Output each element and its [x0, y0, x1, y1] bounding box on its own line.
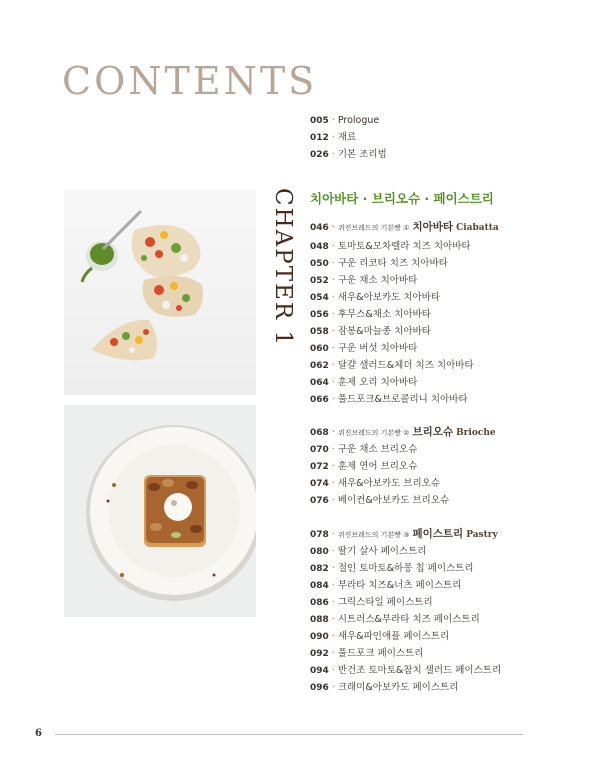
section-header-brioche[interactable] — [310, 426, 496, 439]
toc-label: 구운 리코타 치즈 치아바타 — [337, 258, 448, 269]
toc-label: 절인 토마토&하몽 칩 페이스트리 — [337, 563, 474, 574]
page-ref: 060 — [310, 344, 329, 354]
flatbread-illustration — [64, 190, 256, 395]
page-title: CONTENTS — [62, 59, 318, 103]
section-name: 브리오슈 — [412, 426, 454, 438]
toc-label: 딸기 살사 페이스트리 — [337, 546, 427, 557]
page-ref: 048 — [310, 242, 329, 252]
section-tag: 퀴진브레드의 기본빵 ③ — [337, 531, 410, 539]
dot-separator: · — [331, 258, 335, 269]
dot-separator: · — [331, 427, 335, 438]
toc-label: 부라타 치즈&너츠 페이스트리 — [337, 580, 462, 591]
section-tag: 퀴진브레드의 기본빵 ② — [337, 429, 410, 437]
toc-label: 반건조 토마토&참치 샐러드 페이스트리 — [337, 665, 502, 676]
dot-separator: · — [331, 326, 335, 337]
dot-separator: · — [331, 132, 335, 143]
toc-label: 시트러스&부라타 치즈 페이스트리 — [337, 614, 480, 625]
list-item[interactable] — [310, 495, 449, 507]
list-item[interactable] — [310, 614, 480, 626]
page-ref: 070 — [310, 445, 329, 455]
toc-item-prologue[interactable] — [310, 115, 379, 127]
page-ref: 096 — [310, 683, 329, 693]
dot-separator: · — [331, 292, 335, 303]
section-name: 치아바타 — [412, 221, 454, 233]
list-item[interactable] — [310, 597, 433, 609]
toc-label: 토마토&모차렐라 치즈 치아바타 — [337, 241, 471, 252]
page-ref: 092 — [310, 649, 329, 659]
page-ref: 066 — [310, 395, 329, 405]
page-ref: 084 — [310, 581, 329, 591]
dot-separator: · — [331, 580, 335, 591]
toc-label: 크래미&아보카도 페이스트리 — [337, 682, 459, 693]
list-item[interactable] — [310, 580, 461, 592]
dot-separator: · — [331, 478, 335, 489]
section-english-name: Pastry — [466, 530, 498, 540]
dot-separator: · — [331, 360, 335, 371]
dot-separator: · — [331, 631, 335, 642]
page-ref: 076 — [310, 496, 329, 506]
dot-separator: · — [331, 377, 335, 388]
list-item[interactable] — [310, 241, 471, 253]
brioche-photo — [64, 405, 256, 617]
dot-separator: · — [331, 309, 335, 320]
dot-separator: · — [331, 546, 335, 557]
list-item[interactable] — [310, 377, 417, 389]
brioche-illustration — [64, 405, 256, 617]
toc-label: 베이컨&아보카도 브리오슈 — [337, 495, 450, 506]
toc-label: 그릭스타일 페이스트리 — [337, 597, 433, 608]
page-number: 6 — [35, 728, 42, 739]
dot-separator: · — [331, 665, 335, 676]
list-item[interactable] — [310, 682, 458, 694]
page-ref: 094 — [310, 666, 329, 676]
toc-label: 기본 조리법 — [337, 149, 387, 160]
toc-item-basic-recipe[interactable] — [310, 149, 387, 161]
toc-label: 풀드포크 페이스트리 — [337, 648, 424, 659]
list-item[interactable] — [310, 275, 417, 287]
dot-separator: · — [331, 529, 335, 540]
list-item[interactable] — [310, 563, 474, 575]
dot-separator: · — [331, 597, 335, 608]
toc-label: 새우&아보카도 브리오슈 — [337, 478, 441, 489]
page-ref: 012 — [310, 133, 329, 143]
page-ref: 068 — [310, 428, 329, 438]
dot-separator: · — [331, 222, 335, 233]
page-ref: 064 — [310, 378, 329, 388]
dot-separator: · — [331, 241, 335, 252]
toc-label: 훈제 오리 치아바타 — [337, 377, 418, 388]
page-ref: 062 — [310, 361, 329, 371]
list-item[interactable] — [310, 258, 448, 270]
page-ref: 090 — [310, 632, 329, 642]
dot-separator: · — [331, 682, 335, 693]
toc-label: 달걀 샐러드&체더 치즈 치아바타 — [337, 360, 474, 371]
list-item[interactable] — [310, 292, 440, 304]
dot-separator: · — [331, 461, 335, 472]
list-item[interactable] — [310, 546, 426, 558]
toc-label: 잠봉&마늘종 치아바타 — [337, 326, 431, 337]
toc-label: 훈제 연어 브리오슈 — [337, 461, 418, 472]
dot-separator: · — [331, 563, 335, 574]
dot-separator: · — [331, 394, 335, 405]
toc-label: Prologue — [337, 115, 380, 126]
dot-separator: · — [331, 149, 335, 160]
toc-label: 후무스&채소 치아바타 — [337, 309, 431, 320]
dot-separator: · — [331, 275, 335, 286]
section-english-name: Ciabatta — [456, 223, 499, 233]
toc-label: 새우&아보카도 치아바타 — [337, 292, 441, 303]
dot-separator: · — [331, 115, 335, 126]
list-item[interactable] — [310, 648, 423, 660]
list-item[interactable] — [310, 478, 440, 490]
list-item[interactable] — [310, 360, 474, 372]
toc-item-ingredients[interactable] — [310, 132, 356, 144]
page-ref: 050 — [310, 259, 329, 269]
section-english-name: Brioche — [456, 428, 496, 438]
page-ref: 080 — [310, 547, 329, 557]
flatbread-photo — [64, 190, 256, 395]
list-item[interactable] — [310, 631, 449, 643]
list-item[interactable] — [310, 461, 417, 473]
page-ref: 005 — [310, 116, 329, 126]
page-ref: 086 — [310, 598, 329, 608]
list-item[interactable] — [310, 309, 431, 321]
toc-label: 새우&파인애플 페이스트리 — [337, 631, 450, 642]
page-ref: 054 — [310, 293, 329, 303]
page-ref: 082 — [310, 564, 329, 574]
page-ref: 046 — [310, 223, 329, 233]
section-tag: 퀴진브레드의 기본빵 ① — [337, 224, 410, 232]
toc-label: 재료 — [337, 132, 357, 143]
list-item[interactable] — [310, 444, 417, 456]
list-item[interactable] — [310, 394, 468, 406]
list-item[interactable] — [310, 326, 431, 338]
toc-label: 구운 채소 브리오슈 — [337, 444, 418, 455]
page-ref: 052 — [310, 276, 329, 286]
page-ref: 074 — [310, 479, 329, 489]
list-item[interactable] — [310, 343, 417, 355]
page-ref: 072 — [310, 462, 329, 472]
dot-separator: · — [331, 444, 335, 455]
list-item[interactable] — [310, 665, 501, 677]
dot-separator: · — [331, 648, 335, 659]
page-ref: 056 — [310, 310, 329, 320]
chapter-title: 치아바타 · 브리오슈 · 페이스트리 — [310, 191, 494, 206]
chapter-vertical-label: CHAPTER 1 — [270, 188, 296, 348]
footer-divider — [55, 734, 523, 735]
page-ref: 078 — [310, 530, 329, 540]
page-ref: 026 — [310, 150, 329, 160]
section-header-pastry[interactable] — [310, 528, 498, 541]
section-header-ciabatta[interactable] — [310, 221, 499, 234]
section-name: 페이스트리 — [412, 528, 464, 540]
toc-label: 구운 채소 치아바타 — [337, 275, 418, 286]
toc-label: 구운 버섯 치아바타 — [337, 343, 418, 354]
dot-separator: · — [331, 495, 335, 506]
toc-label: 풀드포크&브로콜리니 치아바타 — [337, 394, 468, 405]
page-ref: 088 — [310, 615, 329, 625]
dot-separator: · — [331, 343, 335, 354]
page-ref: 058 — [310, 327, 329, 337]
dot-separator: · — [331, 614, 335, 625]
